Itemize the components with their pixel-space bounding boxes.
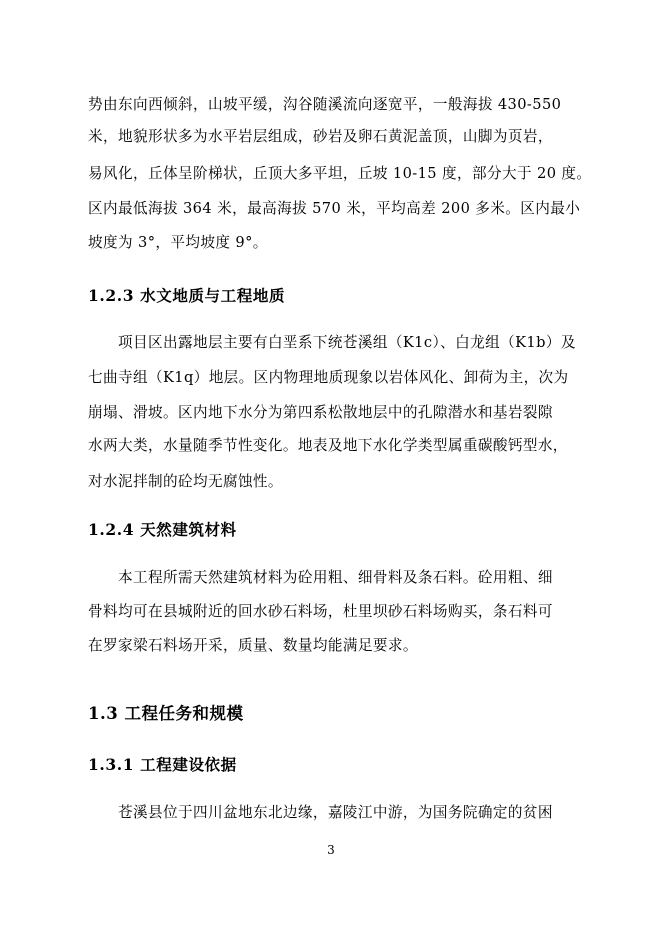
hydro-line-4: 水两大类，水量随季节性变化。地表及地下水化学类型属重碳酸钙型水，: [88, 437, 568, 454]
heading-1-3-1: 1.3.1 工程建设依据: [88, 755, 237, 774]
terrain-line-3: 易风化，丘体呈阶梯状，丘顶大多平坦，丘坡 10-15 度，部分大于 20 度。: [88, 165, 592, 182]
materials-line-2: 骨料均可在县城附近的回水砂石料场，杜里坝砂石料场购买，条石料可: [88, 603, 553, 620]
hydro-line-3: 崩塌、滑坡。区内地下水分为第四系松散地层中的孔隙潜水和基岩裂隙: [88, 404, 553, 421]
basis-line-1: 苍溪县位于四川盆地东北边缘，嘉陵江中游，为国务院确定的贫困: [118, 804, 553, 821]
hydro-line-2: 七曲寺组（K1q）地层。区内物理地质现象以岩体风化、卸荷为主，次为: [88, 369, 569, 386]
materials-line-1: 本工程所需天然建筑材料为砼用粗、细骨料及条石料。砼用粗、细: [118, 569, 553, 586]
terrain-line-1: 势由东向西倾斜，山坡平缓，沟谷随溪流向逐宽平，一般海拔 430-550: [88, 96, 562, 113]
materials-line-3: 在罗家梁石料场开采，质量、数量均能满足要求。: [88, 637, 418, 654]
terrain-line-2: 米，地貌形状多为水平岩层组成，砂岩及卵石黄泥盖顶，山脚为页岩，: [88, 128, 553, 145]
page-number: 3: [327, 843, 335, 857]
hydro-line-5: 对水泥拌制的砼均无腐蚀性。: [88, 473, 283, 490]
terrain-line-4: 区内最低海拔 364 米，最高海拔 570 米，平均高差 200 多米。区内最小: [88, 200, 581, 217]
terrain-line-5: 坡度为 3°，平均坡度 9°。: [88, 234, 268, 251]
hydro-line-1: 项目区出露地层主要有白垩系下统苍溪组（K1c）、白龙组（K1b）及: [118, 334, 576, 351]
heading-1-2-3: 1.2.3 水文地质与工程地质: [88, 286, 286, 305]
heading-1-2-4: 1.2.4 天然建筑材料: [88, 520, 237, 539]
heading-1-3: 1.3 工程任务和规模: [88, 704, 244, 723]
